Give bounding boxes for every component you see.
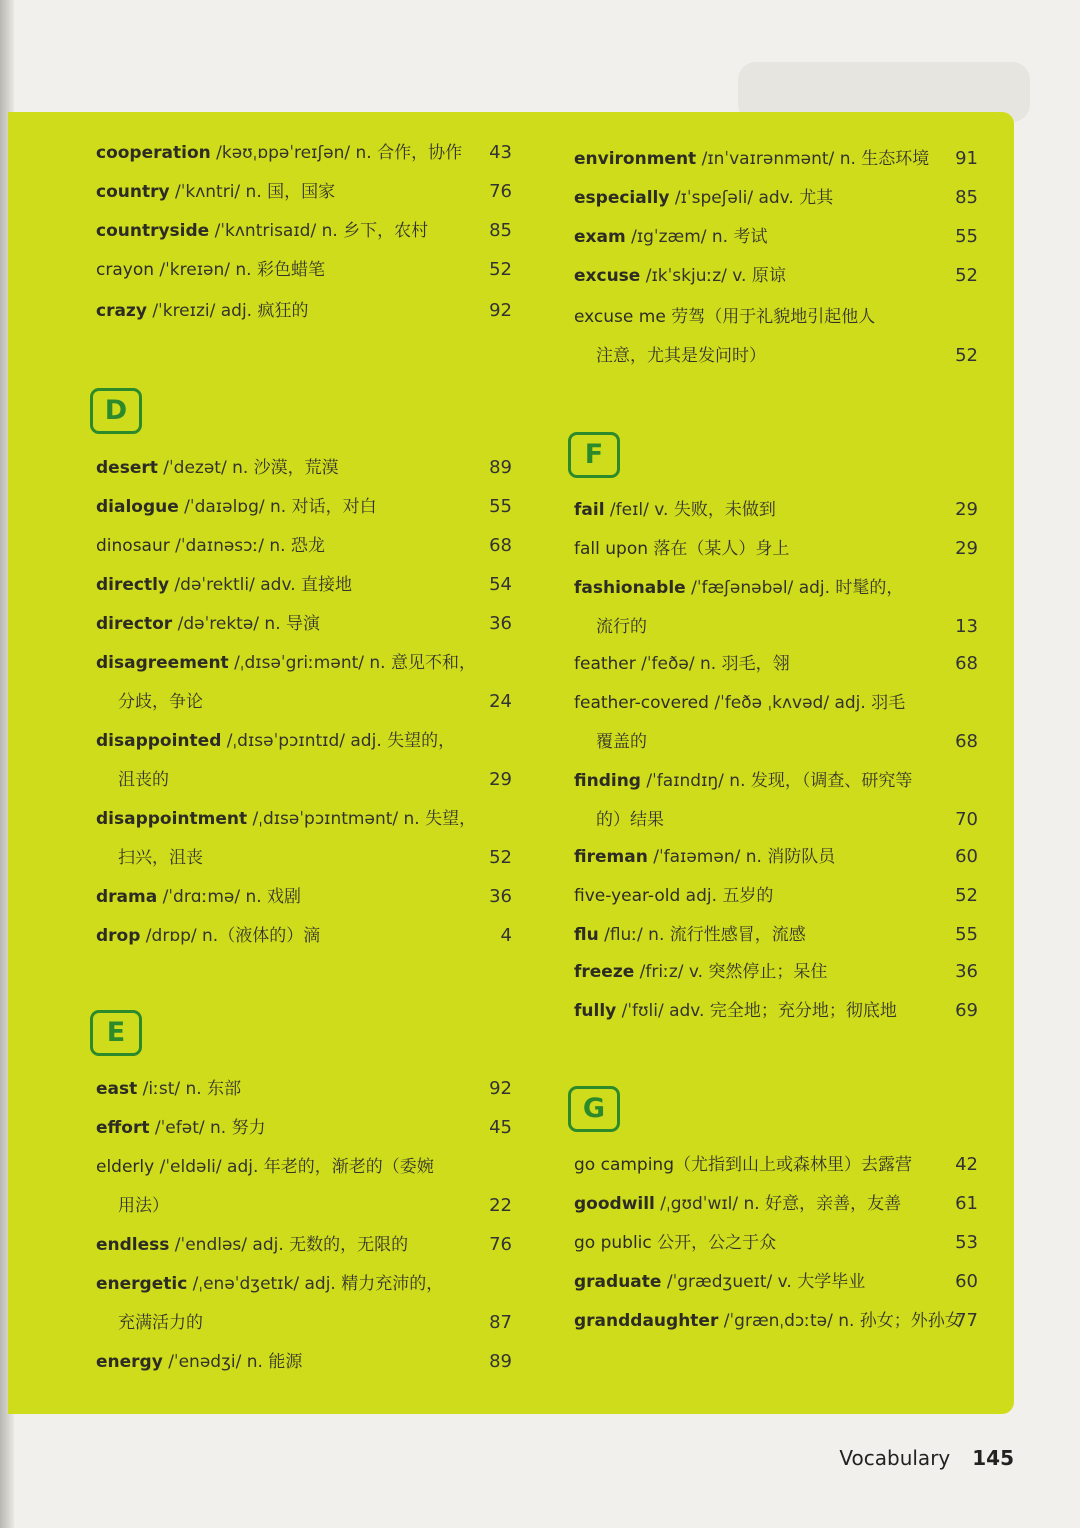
entry-definition: /ˈkreɪzi/ adj. 疯狂的: [146, 301, 309, 321]
entry-headword: effort: [96, 1118, 150, 1138]
entry-headword: dinosaur: [96, 536, 170, 556]
entry-definition: /feɪl/ v. 失败，未做到: [604, 500, 776, 520]
entry-definition: /ˈefət/ n. 努力: [149, 1118, 266, 1138]
entry-page-number: 60: [955, 846, 978, 867]
entry-headword: cooperation: [96, 143, 211, 163]
vocab-entry: [574, 144, 978, 174]
entry-text: [596, 805, 664, 835]
vocab-entry: [96, 843, 512, 873]
vocabulary-panel: [8, 112, 1014, 1414]
vocab-entry: [574, 495, 978, 525]
vocab-entry: [574, 222, 978, 252]
entry-definition: /ˈdaɪəlɒg/ n. 对话，对白: [178, 497, 377, 517]
entry-headword: freeze: [574, 962, 635, 982]
entry-page-number: 55: [955, 226, 978, 247]
entry-headword: fully: [574, 1001, 617, 1021]
entry-headword: fall upon: [574, 539, 648, 559]
vocab-entry: [96, 177, 512, 207]
vocab-entry: [96, 570, 512, 600]
entry-text: [574, 183, 833, 213]
entry-headword: fireman: [574, 847, 648, 867]
vocab-entry: [96, 921, 512, 951]
entry-text: [118, 765, 169, 795]
vocab-entry: [574, 1267, 978, 1297]
entry-definition: /ˈfeðə ˌkʌvəd/ adj. 羽毛: [708, 693, 906, 713]
entry-page-number: 76: [489, 181, 512, 202]
footer-section-title: Vocabulary: [839, 1446, 951, 1470]
entry-page-number: 36: [955, 961, 978, 982]
entry-page-number: 92: [489, 1078, 512, 1099]
entry-text: [574, 573, 903, 603]
entry-text: [96, 255, 325, 285]
entry-page-number: 13: [955, 616, 978, 637]
entry-headword: graduate: [574, 1272, 662, 1292]
entry-page-number: 70: [955, 809, 978, 830]
entry-definition: /dəˈrektə/ n. 导演: [172, 614, 320, 634]
entry-page-number: 52: [955, 345, 978, 366]
entry-definition: /ˈfʊli/ adv. 完全地；充分地；彻底地: [616, 1001, 897, 1021]
entry-headword: disagreement: [96, 653, 229, 673]
vocab-entry: [96, 1269, 512, 1299]
vocab-entry: [96, 804, 512, 834]
entry-text: [118, 843, 203, 873]
entry-text: [596, 341, 766, 371]
entry-definition: 的）结果: [596, 810, 664, 830]
entry-page-number: 43: [489, 142, 512, 163]
entry-page-number: 68: [489, 535, 512, 556]
vocab-entry: [96, 138, 512, 168]
entry-text: [96, 882, 301, 912]
entry-headword: desert: [96, 458, 158, 478]
entry-definition: /ˌdɪsəˈgriːmənt/ n. 意见不和，: [228, 653, 476, 673]
entry-definition: /ˈkʌntrisaɪd/ n. 乡下，农村: [209, 221, 429, 241]
vocab-entry: [96, 1230, 512, 1260]
entry-definition: 落在（某人）身上: [648, 539, 790, 559]
entry-text: [96, 648, 476, 678]
vocab-entry: [574, 183, 978, 213]
entry-definition: /ˈfeðə/ n. 羽毛，翎: [635, 654, 790, 674]
entry-headword: excuse: [574, 266, 641, 286]
entry-page-number: 61: [955, 1193, 978, 1214]
vocab-entry: [96, 1191, 512, 1221]
entry-definition: /ˈdrɑːmə/ n. 戏剧: [157, 887, 302, 907]
vocab-entry: [574, 612, 978, 642]
entry-definition: /ˈdezət/ n. 沙漠，荒漠: [157, 458, 339, 478]
vocab-entry: [574, 261, 978, 291]
page-footer: [839, 1446, 1014, 1470]
entry-text: [574, 1189, 901, 1219]
entry-headword: flu: [574, 925, 599, 945]
entry-text: [574, 534, 789, 564]
entry-headword: disappointed: [96, 731, 222, 751]
entry-definition: /ˈendləs/ adj. 无数的，无限的: [169, 1235, 409, 1255]
entry-definition: /ˌdɪsəˈpɔɪntmənt/ n. 失望，: [247, 809, 477, 829]
entry-definition: /ˈeldəli/ adj. 年老的，渐老的（委婉: [154, 1157, 434, 1177]
entry-headword: country: [96, 182, 170, 202]
entry-page-number: 91: [955, 148, 978, 169]
vocab-entry: [96, 726, 512, 756]
entry-text: [574, 222, 768, 252]
entry-headword: crayon: [96, 260, 154, 280]
entry-headword: crazy: [96, 301, 147, 321]
entry-page-number: 85: [489, 220, 512, 241]
entry-definition: /ˌenəˈdʒetɪk/ adj. 精力充沛的，: [187, 1274, 444, 1294]
entry-headword: go camping: [574, 1155, 674, 1175]
entry-definition: /ˈfaɪəmən/ n. 消防队员: [647, 847, 836, 867]
entry-text: [96, 216, 428, 246]
entry-headword: finding: [574, 771, 641, 791]
entry-headword: especially: [574, 188, 670, 208]
entry-text: [574, 495, 776, 525]
entry-definition: /dəˈrektli/ adv. 直接地: [169, 575, 353, 595]
vocab-entry: [574, 1306, 978, 1336]
entry-page-number: 87: [489, 1312, 512, 1333]
entry-page-number: 54: [489, 574, 512, 595]
entry-page-number: 52: [489, 259, 512, 280]
entry-headword: countryside: [96, 221, 210, 241]
entry-definition: /ɪkˈskjuːz/ v. 原谅: [640, 266, 786, 286]
vocab-entry: [574, 957, 978, 987]
entry-headword: feather-covered: [574, 693, 709, 713]
entry-page-number: 36: [489, 613, 512, 634]
vocab-entry: [96, 1308, 512, 1338]
entry-text: [96, 1347, 302, 1377]
entry-text: [118, 687, 203, 717]
vocab-entry: [574, 649, 978, 679]
entry-text: [596, 727, 647, 757]
vocab-entry: [574, 766, 978, 796]
entry-page-number: 68: [955, 731, 978, 752]
entry-definition: /ɪˈspeʃəli/ adv. 尤其: [669, 188, 834, 208]
entry-definition: /ˈenədʒi/ n. 能源: [162, 1352, 303, 1372]
entry-text: [574, 996, 897, 1026]
entry-headword: disappointment: [96, 809, 248, 829]
entry-page-number: 60: [955, 1271, 978, 1292]
entry-text: [96, 453, 339, 483]
entry-page-number: 29: [955, 538, 978, 559]
vocab-entry: [574, 920, 978, 950]
entry-definition: 流行的: [596, 617, 647, 637]
entry-page-number: 36: [489, 886, 512, 907]
vocab-entry: [96, 296, 512, 326]
entry-page-number: 52: [955, 265, 978, 286]
vocab-entry: [96, 492, 512, 522]
entry-definition: 劳驾（用于礼貌地引起他人: [665, 307, 876, 327]
entry-headword: go public: [574, 1233, 652, 1253]
entry-page-number: 69: [955, 1000, 978, 1021]
vocab-entry: [574, 1150, 978, 1180]
vocab-entry: [96, 1113, 512, 1143]
entry-text: [96, 531, 325, 561]
entry-definition: /ˈfaɪndɪŋ/ n. 发现，（调查、研究等: [640, 771, 913, 791]
entry-definition: 公开，公之于众: [651, 1233, 777, 1253]
entry-definition: /ˈgrænˌdɔːtə/ n. 孙女；外孙女: [718, 1311, 962, 1331]
entry-text: [574, 842, 835, 872]
entry-definition: /ɪnˈvaɪrənmənt/ n. 生态环境: [696, 149, 930, 169]
entry-page-number: 42: [955, 1154, 978, 1175]
section-letter-e: E: [90, 1010, 142, 1056]
footer-page-number: 145: [972, 1446, 1014, 1470]
entry-text: [574, 766, 912, 796]
entry-text: [96, 1074, 241, 1104]
entry-headword: fail: [574, 500, 605, 520]
entry-headword: goodwill: [574, 1194, 655, 1214]
entry-headword: fashionable: [574, 578, 686, 598]
entry-definition: /ˈfæʃənəbəl/ adj. 时髦的，: [685, 578, 904, 598]
entry-page-number: 52: [955, 885, 978, 906]
entry-text: [574, 957, 827, 987]
entry-headword: granddaughter: [574, 1311, 719, 1331]
entry-headword: drop: [96, 926, 141, 946]
entry-page-number: 45: [489, 1117, 512, 1138]
entry-headword: five-year-old: [574, 886, 681, 906]
entry-headword: endless: [96, 1235, 170, 1255]
vocab-entry: [574, 842, 978, 872]
entry-text: [574, 649, 790, 679]
entry-definition: 覆盖的: [596, 732, 647, 752]
vocab-entry: [574, 881, 978, 911]
entry-text: [574, 881, 773, 911]
entry-text: [118, 1191, 169, 1221]
entry-text: [574, 1267, 865, 1297]
vocab-entry: [96, 255, 512, 285]
entry-definition: /ˈkʌntri/ n. 国，国家: [169, 182, 336, 202]
entry-text: [596, 612, 647, 642]
entry-headword: environment: [574, 149, 697, 169]
entry-text: [96, 570, 352, 600]
entry-text: [574, 688, 905, 718]
entry-headword: exam: [574, 227, 626, 247]
entry-definition: /ɪgˈzæm/ n. 考试: [625, 227, 768, 247]
entry-headword: dialogue: [96, 497, 179, 517]
entry-definition: /ˈgrædʒueɪt/ v. 大学毕业: [661, 1272, 866, 1292]
entry-headword: elderly: [96, 1157, 155, 1177]
entry-headword: drama: [96, 887, 158, 907]
vocab-entry: [96, 687, 512, 717]
entry-text: [96, 1152, 434, 1182]
vocab-entry: [574, 1228, 978, 1258]
entry-page-number: 55: [489, 496, 512, 517]
entry-page-number: 55: [955, 924, 978, 945]
entry-page-number: 77: [955, 1310, 978, 1331]
section-letter-g: G: [568, 1086, 620, 1132]
entry-text: [574, 920, 806, 950]
vocab-entry: [574, 573, 978, 603]
vocab-entry: [574, 805, 978, 835]
entry-page-number: 85: [955, 187, 978, 208]
entry-definition: /ˈkreɪən/ n. 彩色蜡笔: [154, 260, 325, 280]
entry-text: [96, 177, 335, 207]
vocab-entry: [96, 882, 512, 912]
entry-definition: 充满活力的: [118, 1313, 203, 1333]
vocab-entry: [574, 302, 978, 332]
entry-definition: /friːz/ v. 突然停止；呆住: [634, 962, 828, 982]
entry-text: [574, 144, 929, 174]
entry-headword: energy: [96, 1352, 163, 1372]
vocab-entry: [96, 1152, 512, 1182]
entry-definition: adj. 五岁的: [680, 886, 774, 906]
vocab-entry: [574, 1189, 978, 1219]
entry-page-number: 89: [489, 457, 512, 478]
entry-text: [96, 726, 455, 756]
entry-page-number: 29: [489, 769, 512, 790]
vocab-entry: [96, 1347, 512, 1377]
entry-text: [118, 1308, 203, 1338]
vocab-entry: [96, 1074, 512, 1104]
entry-text: [96, 609, 320, 639]
entry-page-number: 52: [489, 847, 512, 868]
entry-text: [574, 1228, 776, 1258]
entry-page-number: 76: [489, 1234, 512, 1255]
entry-headword: feather: [574, 654, 636, 674]
entry-definition: /drɒp/ n.（液体的）滴: [140, 926, 321, 946]
entry-page-number: 24: [489, 691, 512, 712]
entry-headword: director: [96, 614, 173, 634]
entry-definition: 扫兴，沮丧: [118, 848, 203, 868]
vocab-entry: [574, 727, 978, 757]
entry-page-number: 68: [955, 653, 978, 674]
entry-text: [574, 1306, 962, 1336]
vocab-entry: [574, 688, 978, 718]
entry-headword: directly: [96, 575, 170, 595]
entry-text: [574, 261, 786, 291]
entry-page-number: 22: [489, 1195, 512, 1216]
entry-definition: 用法）: [118, 1196, 169, 1216]
vocab-entry: [96, 216, 512, 246]
entry-text: [96, 921, 320, 951]
entry-headword: energetic: [96, 1274, 188, 1294]
entry-text: [96, 804, 476, 834]
entry-text: [96, 1269, 443, 1299]
entry-definition: （尤指到山上或森林里）去露营: [674, 1155, 912, 1175]
entry-definition: /ˈdaɪnəsɔː/ n. 恐龙: [169, 536, 325, 556]
vocab-entry: [96, 453, 512, 483]
entry-definition: 沮丧的: [118, 770, 169, 790]
section-letter-f: F: [568, 432, 620, 478]
entry-definition: /iːst/ n. 东部: [137, 1079, 242, 1099]
vocab-entry: [96, 765, 512, 795]
entry-text: [96, 138, 462, 168]
entry-definition: /ˌgʊdˈwɪl/ n. 好意，亲善，友善: [654, 1194, 902, 1214]
entry-definition: /fluː/ n. 流行性感冒，流感: [598, 925, 806, 945]
entry-text: [96, 1113, 266, 1143]
entry-definition: /ˌdɪsəˈpɔɪntɪd/ adj. 失望的，: [221, 731, 456, 751]
entry-definition: 分歧，争论: [118, 692, 203, 712]
entry-page-number: 4: [500, 925, 512, 946]
entry-headword: east: [96, 1079, 138, 1099]
vocab-entry: [574, 996, 978, 1026]
entry-definition: /kəʊˌɒpəˈreɪʃən/ n. 合作，协作: [210, 143, 463, 163]
entry-text: [96, 492, 377, 522]
vocab-entry: [96, 648, 512, 678]
entry-page-number: 53: [955, 1232, 978, 1253]
entry-page-number: 89: [489, 1351, 512, 1372]
entry-page-number: 29: [955, 499, 978, 520]
entry-definition: 注意，尤其是发问时）: [596, 346, 766, 366]
vocab-entry: [574, 534, 978, 564]
entry-text: [574, 1150, 912, 1180]
entry-page-number: 92: [489, 300, 512, 321]
entry-text: [96, 296, 308, 326]
entry-headword: excuse me: [574, 307, 666, 327]
vocab-entry: [96, 531, 512, 561]
entry-text: [574, 302, 875, 332]
vocab-entry: [574, 341, 978, 371]
vocab-entry: [96, 609, 512, 639]
section-letter-d: D: [90, 388, 142, 434]
entry-text: [96, 1230, 408, 1260]
